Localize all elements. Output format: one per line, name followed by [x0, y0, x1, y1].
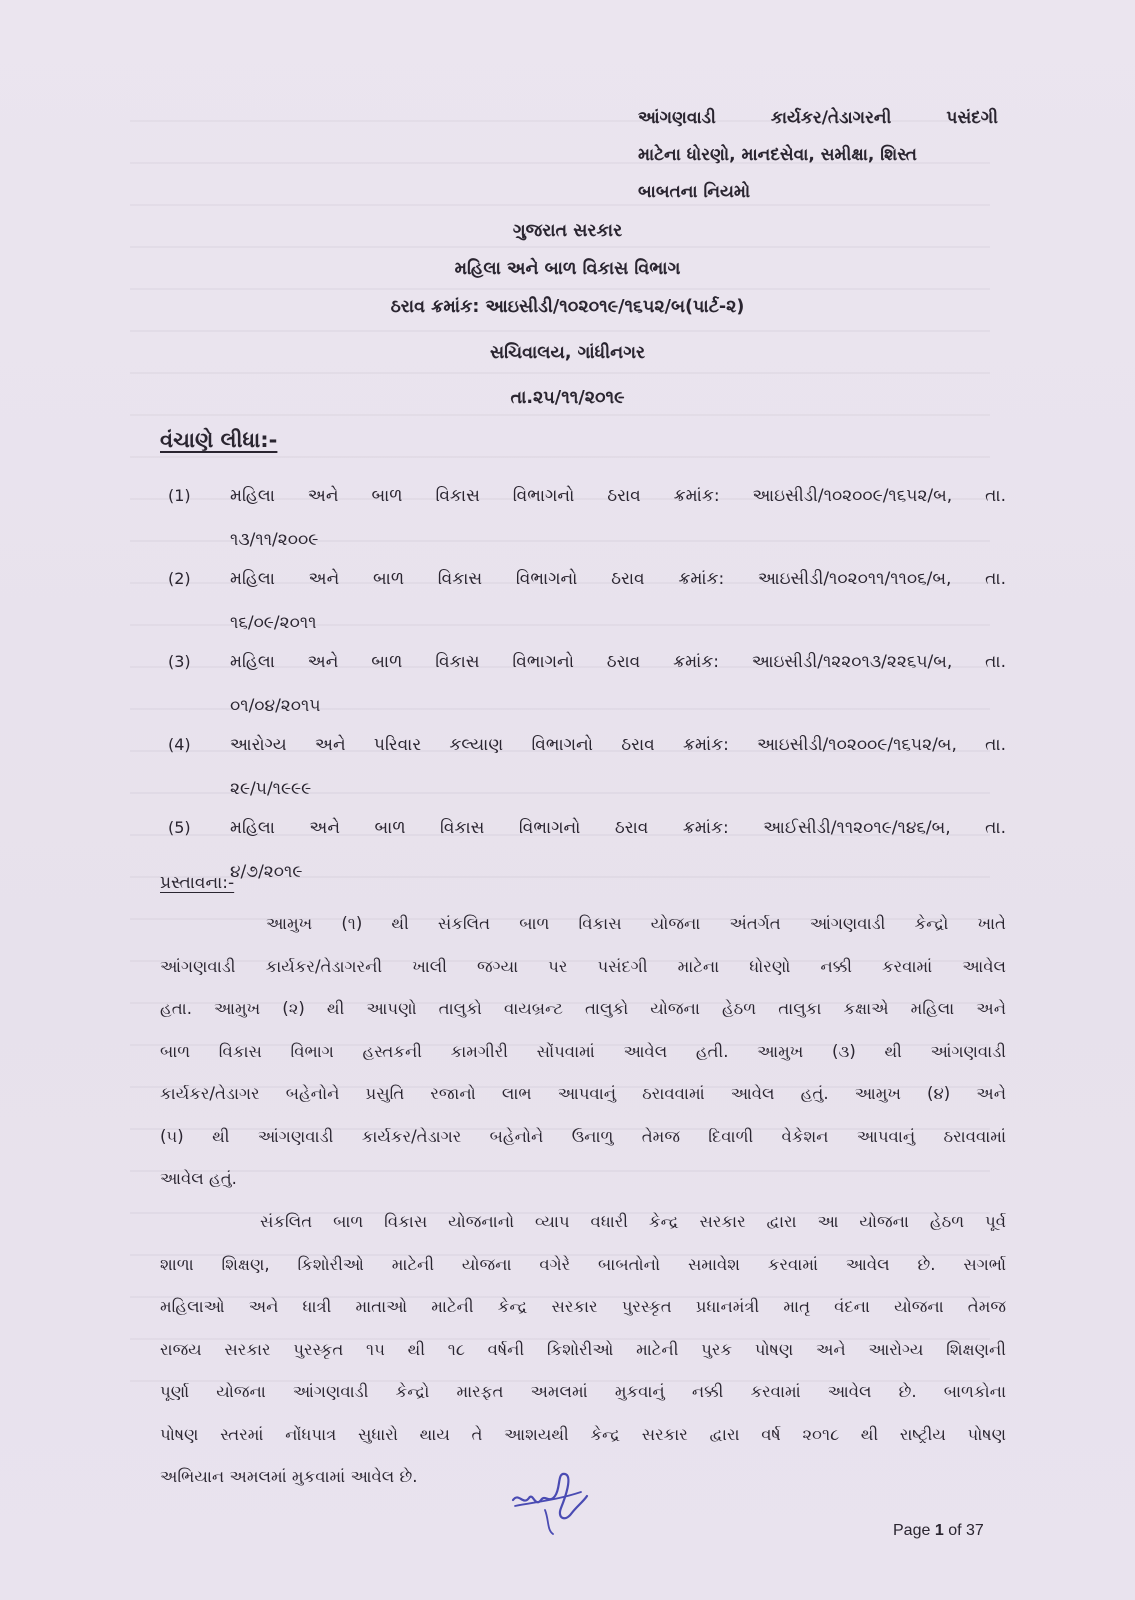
reference-text: મહિલા અને બાળ વિકાસ વિભાગનો ઠરાવ ક્રમાંક: આઇસીડી/૧૦૨૦૦૯/૧૬૫૨/બ, તા.: [230, 486, 1006, 506]
paragraph-line: આંગણવાડી કાર્યકર/તેડાગરની ખાલી જગ્યા પર પસંદગી માટેના ધોરણો નક્કી કરવામાં આવેલ: [160, 956, 1006, 976]
preamble-heading: પ્રસ્તાવના:-: [160, 873, 235, 893]
paragraph-line: અભિયાન અમલમાં મુકવામાં આવેલ છે.: [160, 1467, 418, 1486]
reference-date: ૪/૭/૨૦૧૯: [230, 862, 303, 882]
title-line-3: બાબતના નિયમો: [638, 182, 751, 202]
reference-date: ૧૬/૦૯/૨૦૧૧: [230, 613, 317, 633]
paragraph-line: બાળ વિકાસ વિભાગ હસ્તકની કામગીરી સોંપવામાં આવેલ હતી. આમુખ (૩) થી આંગણવાડી: [160, 1041, 1006, 1061]
reference-text: આરોગ્ય અને પરિવાર કલ્યાણ વિભાગનો ઠરાવ ક્રમાંક: આઇસીડી/૧૦૨૦૦૯/૧૬૫૨/બ, તા.: [230, 735, 1006, 755]
reference-number: (1): [168, 486, 191, 505]
preamble-paragraph-2: [160, 1201, 1006, 1499]
resolution-number: ઠરાવ ક્રમાંક: આઇસીડી/૧૦૨૦૧૯/૧૬૫૨/બ(પાર્ટ-૨): [390, 297, 745, 317]
paragraph-line: પૂર્ણા યોજના આંગણવાડી કેન્દ્રો મારફત અમલમાં મુકવાનું નક્કી કરવામાં આવેલ છે. બાળકોના: [160, 1382, 1006, 1401]
paragraph-line: મહિલાઓ અને ધાત્રી માતાઓ માટેની કેન્દ્ર સરકાર પુરસ્કૃત પ્રધાનમંત્રી માતૃ વંદના યોજના તેમજ: [160, 1297, 1006, 1316]
paragraph-line: કાર્યકર/તેડાગર બહેનોને પ્રસુતિ રજાનો લાભ આપવાનું ઠરાવવામાં આવેલ હતું. આમુખ (૪) અને: [160, 1084, 1006, 1103]
paragraph-line: પોષણ સ્તરમાં નોંધપાત્ર સુધારો થાય તે આશયથી કેન્દ્ર સરકાર દ્વારા વર્ષ ૨૦૧૮ થી રાષ્ટ્રીય પોષણ: [160, 1424, 1006, 1444]
page-word: Page: [893, 1522, 931, 1539]
reference-text: મહિલા અને બાળ વિકાસ વિભાગનો ઠરાવ ક્રમાંક: આઇસીડી/૧૨૨૦૧૩/૨૨૬૫/બ, તા.: [230, 652, 1006, 672]
paragraph-line: શાળા શિક્ષણ, કિશોરીઓ માટેની યોજના વગેરે બાબતોનો સમાવેશ કરવામાં આવેલ છે. સગર્ભા: [160, 1254, 1006, 1274]
reference-text: મહિલા અને બાળ વિકાસ વિભાગનો ઠરાવ ક્રમાંક: આઈસીડી/૧૧૨૦૧૯/૧૪૬/બ, તા.: [230, 818, 1006, 838]
handwritten-signature: [505, 1462, 595, 1546]
reference-date: ૨૯/૫/૧૯૯૯: [230, 779, 312, 799]
reference-number: (5): [168, 818, 191, 837]
government-name: ગુજરાત સરકાર: [512, 221, 623, 241]
preamble-paragraph-1: [160, 903, 1006, 1201]
reference-date: ૧૩/૧૧/૨૦૦૯: [230, 530, 319, 550]
paragraph-line: સંકલિત બાળ વિકાસ યોજનાનો વ્યાપ વધારી કેન્દ્ર સરકાર દ્વારા આ યોજના હેઠળ પૂર્વ: [260, 1212, 1006, 1231]
of-word: of: [948, 1522, 962, 1539]
page-total: 37: [965, 1522, 984, 1539]
title-line-2: માટેના ધોરણો, માનદસેવા, સમીક્ષા, શિસ્ત: [638, 145, 917, 165]
department-name: મહિલા અને બાળ વિકાસ વિભાગ: [454, 259, 681, 279]
issue-date: તા.૨૫/૧૧/૨૦૧૯: [510, 388, 625, 408]
paragraph-line: હતા. આમુખ (૨) થી આપણો તાલુકો વાયબ્રન્ટ તાલુકો યોજના હેઠળ તાલુકા કક્ષાએ મહિલા અને: [160, 999, 1006, 1018]
reference-number: (4): [168, 735, 191, 754]
paragraph-line: આવેલ હતું.: [160, 1169, 237, 1188]
rules-title: [638, 100, 998, 211]
read-heading: વંચાણે લીધા:-: [160, 428, 278, 452]
reference-text: મહિલા અને બાળ વિકાસ વિભાગનો ઠરાવ ક્રમાંક: આઇસીડી/૧૦૨૦૧૧/૧૧૦૬/બ, તા.: [230, 569, 1006, 589]
paragraph-line: (૫) થી આંગણવાડી કાર્યકર/તેડાગર બહેનોને ઉનાળુ તેમજ દિવાળી વેકેશન આપવાનું ઠરાવવામાં: [160, 1126, 1006, 1146]
paragraph-line: રાજય સરકાર પુરસ્કૃત ૧૫ થી ૧૮ વર્ષની કિશોરીઓ માટેની પુરક પોષણ અને આરોગ્ય શિક્ષણની: [160, 1339, 1006, 1359]
page-number: [893, 1522, 984, 1540]
paragraph-line: આમુખ (૧) થી સંકલિત બાળ વિકાસ યોજના અંતર્ગત આંગણવાડી કેન્દ્રો ખાતે: [266, 914, 1006, 933]
issue-place: સચિવાલય, ગાંધીનગર: [489, 343, 646, 363]
title-line-1: આંગણવાડી કાર્યકર/તેડાગરની પસંદગી: [638, 108, 998, 128]
reference-date: ૦૧/૦૪/૨૦૧૫: [230, 696, 321, 716]
reference-number: (3): [168, 652, 191, 671]
page-current: 1: [934, 1522, 944, 1539]
reference-number: (2): [168, 569, 191, 588]
